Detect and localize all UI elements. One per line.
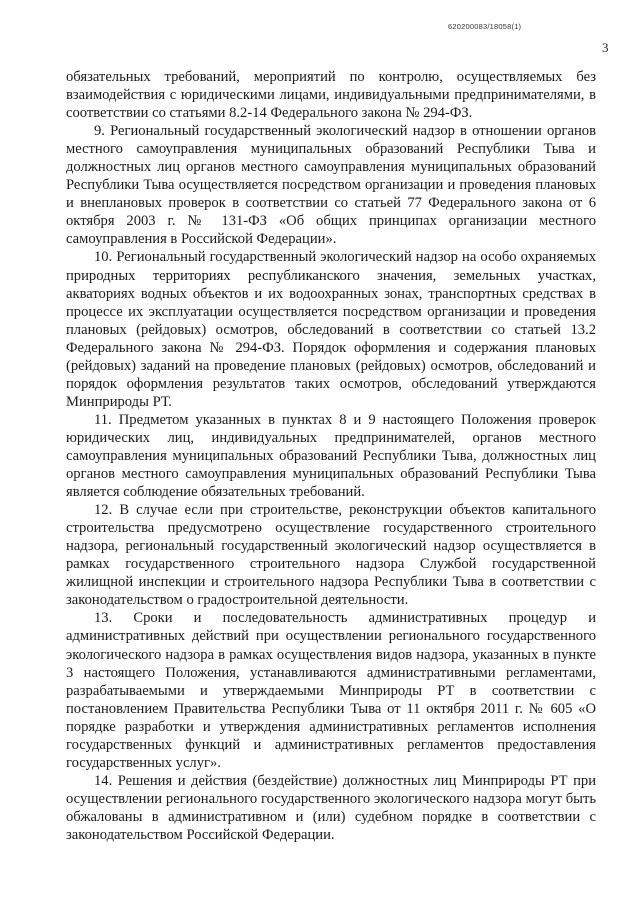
document-body (66, 68, 596, 844)
paragraph-10: 10. Региональный государственный экологический надзор на особо охраняемых природных территориях республиканского значения, земельных участках, акваториях водных объектов и их водоохранных зонах, транспортных средствах в процессе их эксплуатации осуществляется посредством организации и проведения плановых (рейдовых) осмотров, обследований в соответствии со статьей 13.2 Федерального закона № 294-ФЗ. Порядок оформления и содержания плановых (рейдовых) заданий на проведение плановых (рейдовых) осмотров, обследований и порядок оформления результатов таких осмотров, обследований утверждаются Минприроды РТ. (66, 249, 596, 410)
page-number: 3 (602, 40, 609, 55)
paragraph-13: 13. Сроки и последовательность административных процедур и административных действий при осуществлении регионального государственного экологического надзора в рамках осуществления видов надзора, указанных в пункте 3 настоящего Положения, устанавливаются административными регламентами, разрабатываемыми и утверждаемыми Минприроды РТ в соответствии с постановлением Правительства Республики Тыва от 11 октября 2011 г. № 605 «О порядке разработки и утверждения административных регламентов исполнения государственных функций и административных регламентов предоставления государственных услуг». (66, 610, 596, 771)
paragraph-12: 12. В случае если при строительстве, реконструкции объектов капитального строительства предусмотрено осуществление государственного строительного надзора, региональный государственный экологический надзор осуществляется в рамках государственного строительного надзора Службой государственной жилищной инспекции и строительного надзора Республики Тыва в соответствии с законодательством о градостроительной деятельности. (66, 502, 596, 609)
paragraph-11: 11. Предметом указанных в пунктах 8 и 9 настоящего Положения проверок юридических лиц, индивидуальных предпринимателей, органов местного самоуправления муниципальных образований Республики Тыва, должностных лиц органов местного самоуправления муниципальных образований Республики Тыва является соблюдение обязательных требований. (66, 411, 596, 501)
paragraph-14: 14. Решения и действия (бездействие) должностных лиц Минприроды РТ при осуществлении регионального государственного экологического надзора могут быть обжалованы в административном и (или) судебном порядке в соответствии с законодательством Российской Федерации. (66, 772, 596, 843)
paragraph-9: 9. Региональный государственный экологический надзор в отношении органов местного самоуправления муниципальных образований Республики Тыва и должностных лиц органов местного самоуправления муниципальных образований Республики Тыва осуществляется посредством организации и проведения плановых и внеплановых проверок в соответствии со статьей 77 Федерального закона от 6 октября 2003 г. № 131-ФЗ «Об общих принципах организации местного самоуправления в Российской Федерации». (66, 123, 596, 248)
document-code: 620200083/18058(1) (448, 22, 522, 31)
paragraph-continuation: обязательных требований, мероприятий по контролю, осуществляемых без взаимодействия с юридическими лицами, индивидуальными предпринимателями, в соответствии со статьями 8.2-14 Федерального закона № 294-ФЗ. (66, 69, 596, 122)
